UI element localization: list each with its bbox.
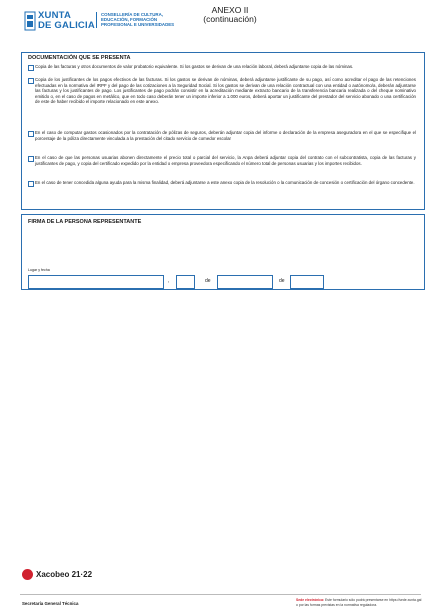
documentacion-section xyxy=(21,52,425,210)
doc-item-facturas xyxy=(28,64,416,70)
year-field[interactable] xyxy=(290,275,324,289)
logo-text xyxy=(38,11,95,31)
checkbox-justificantes[interactable] xyxy=(28,78,34,84)
comma-separator: , xyxy=(168,278,170,284)
month-field[interactable] xyxy=(217,275,273,289)
xacobeo-icon xyxy=(22,569,33,580)
checkbox-ayuda[interactable] xyxy=(28,181,34,187)
conselleria-line-1: CONSELLERÍA DE CULTURA, xyxy=(101,12,163,17)
footer-divider xyxy=(20,594,421,595)
doc-item-text: En el caso de tener concedida alguna ayuda para la misma finalidad, deberá adjuntarse a este anexo copia de la resolución o la comunicación de concesión o certificación del órgano concedente. xyxy=(35,180,415,185)
logo-line-2: DE GALICIA xyxy=(38,20,95,31)
doc-item-usuarios xyxy=(28,155,416,166)
doc-item-text: En el caso de computar gastos ocasionados por la contratación de pólizas de seguros, deberán adjuntar copia del informe o declaración de la empresa aseguradora en el que se especifique el porcentaje de la póliza directamente vinculada a la prestación del citado servicio de comedor escolar xyxy=(35,130,416,141)
document-header xyxy=(24,5,420,48)
anexo-heading xyxy=(203,5,257,24)
logo-line-1: XUNTA xyxy=(38,10,72,21)
conselleria-name xyxy=(96,12,196,28)
sede-label: Sede electrónica: xyxy=(296,598,325,602)
xunta-emblem-icon xyxy=(24,11,36,31)
secretaria-label: Secretaría General Técnica xyxy=(22,601,79,606)
doc-item-ayuda xyxy=(28,180,416,186)
checkbox-polizas[interactable] xyxy=(28,131,34,137)
sede-electronica-note xyxy=(296,598,423,607)
doc-item-text: Copia de las facturas y otros documentos de valor probatorio equivalente. Si los gastos se derivan de una relación laboral, deberá adjuntarse copia de las nóminas. xyxy=(35,64,354,69)
anexo-subtitle: (continuación) xyxy=(203,14,257,24)
xunta-logo xyxy=(24,8,104,40)
conselleria-line-3: PROFESIONAL E UNIVERSIDADES xyxy=(101,22,175,28)
doc-item-text: Copia de los justificantes de los pagos efectivos de las facturas. Si los gastos se derivan de nóminas, deberá adjuntarse justificante de su pago, así como acreditar el pago de las retenciones efectuadas en la normativa del IRPF y del pago de las cotizaciones a la Seguridad Social. Si los gastos se derivan de una relación contractual con una entidad o autónomo/a, deberán adjuntarse las facturas y los justificantes de pago. Los justificantes de pago podrán consistir en la acreditación mediante extracto bancario de la transferencia bancaria realizada o del cheque nominativo emitido o, en el caso de pagos en metálico, que en todo caso deberán tener un importe inferior a 1.000 euros, deberá aportar un justificante del prestador del servicio abonado o una certificación de este de haber recibido el importe relacionado en este anexo. xyxy=(35,77,416,105)
checkbox-usuarios[interactable] xyxy=(28,156,34,162)
anexo-title: ANEXO II xyxy=(211,5,249,15)
xacobeo-text: Xacobeo 21·22 xyxy=(36,570,93,579)
day-field[interactable] xyxy=(176,275,195,289)
documentacion-title: DOCUMENTACIÓN QUE SE PRESENTA xyxy=(28,55,131,61)
lugar-fecha-label: Lugar y fecha xyxy=(28,268,50,272)
de-separator-1: de xyxy=(205,278,211,284)
sede-text: Este formulario sólo podrá presentarse en https://sede.xunta.gal o por las formas previstas en la normativa reguladora. xyxy=(296,598,422,607)
doc-item-polizas xyxy=(28,130,416,141)
lugar-field[interactable] xyxy=(28,275,164,289)
checkbox-facturas[interactable] xyxy=(28,65,34,71)
firma-section xyxy=(21,214,425,290)
conselleria-line-2: EDUCACIÓN, FORMACIÓN xyxy=(101,17,158,23)
doc-item-justificantes xyxy=(28,77,416,105)
de-separator-2: de xyxy=(279,278,285,284)
firma-title: FIRMA DE LA PERSONA REPRESENTANTE xyxy=(28,219,142,225)
doc-item-text: En el caso de que las personas usuarias abonen directamente el precio total o parcial del servicio, la Anpa deberá adjuntar copia del contrato con el subcontratista, copia de las facturas y justificantes de pago, y copia del certificado expedido por la entidad o empresa proveedora especificando el número total de personas usuarias y los importes recibidos. xyxy=(35,155,416,166)
